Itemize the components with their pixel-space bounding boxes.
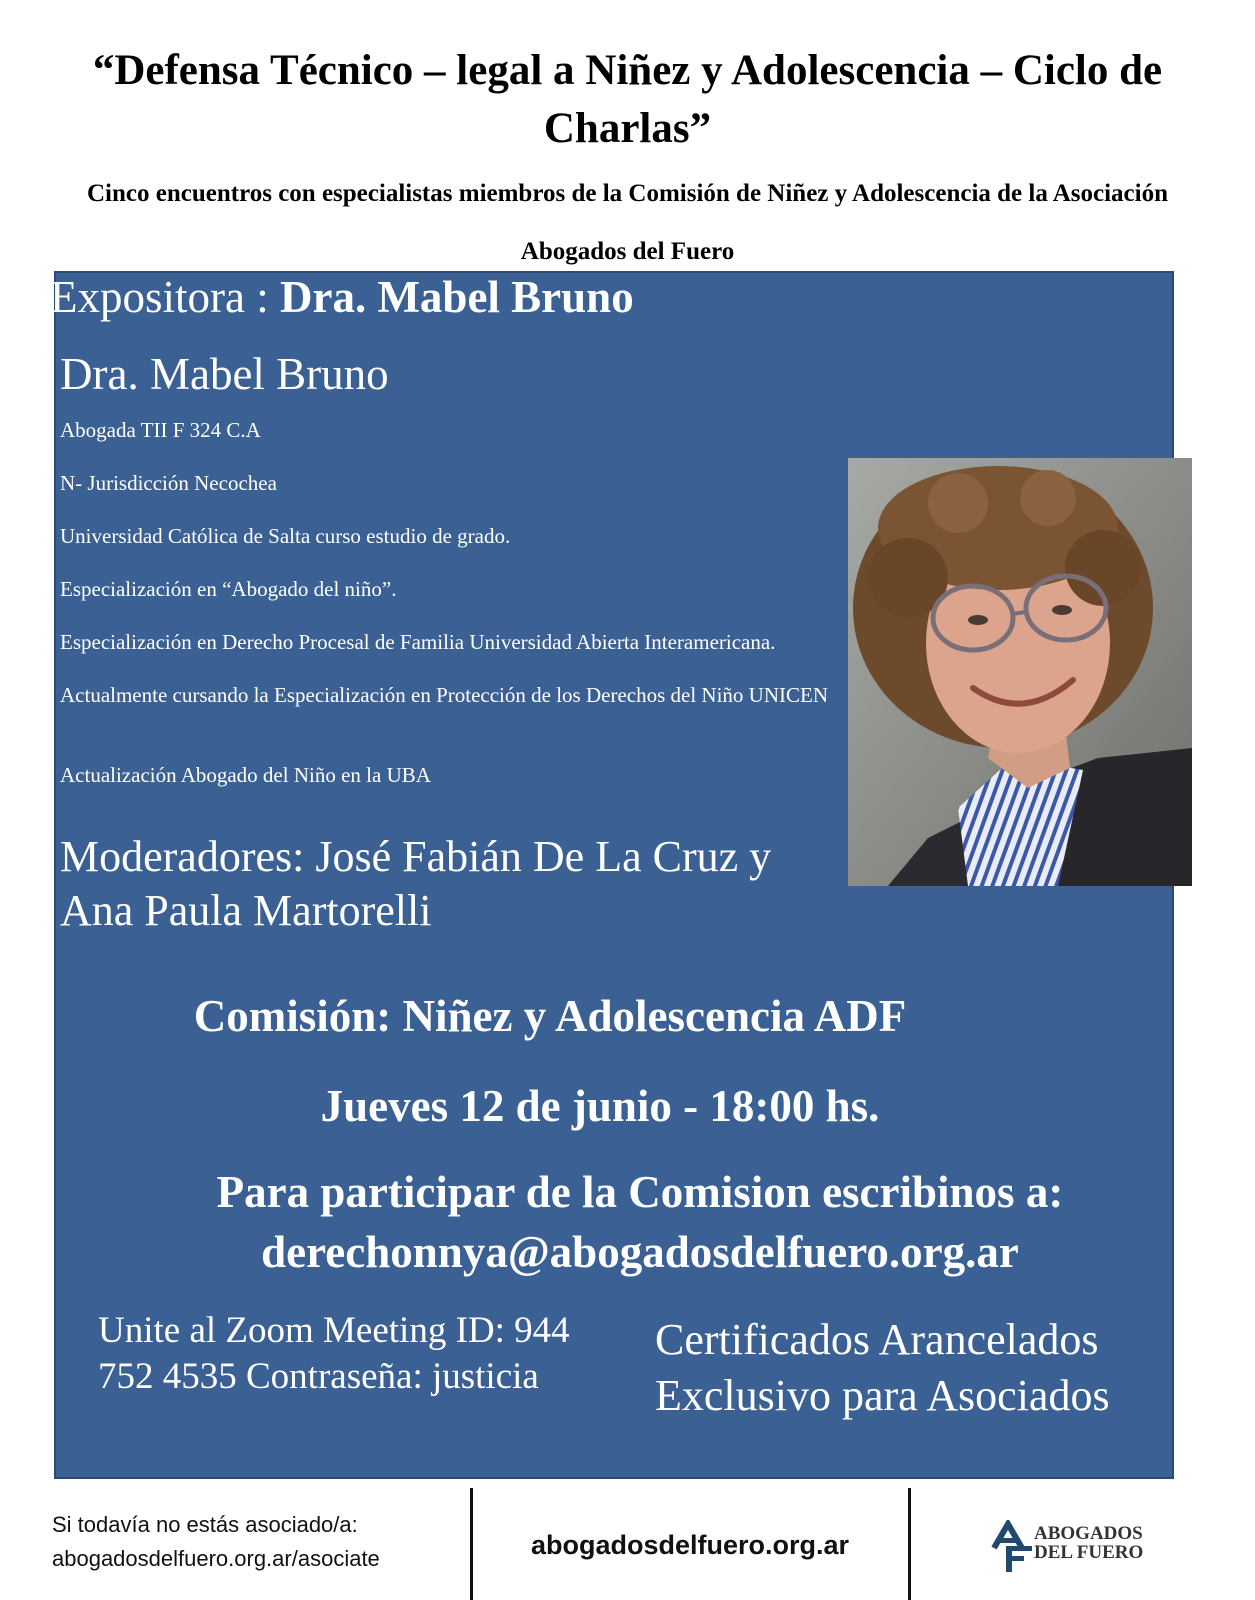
cv-item: Universidad Católica de Salta curso estudio de grado. bbox=[60, 524, 511, 548]
cv-item: Especialización en Derecho Procesal de Familia Universidad Abierta Interamericana. bbox=[60, 630, 776, 654]
speaker-photo bbox=[848, 458, 1192, 886]
adf-logo bbox=[990, 1520, 1180, 1576]
footer-join bbox=[52, 1508, 472, 1576]
event-date: Jueves 12 de junio - 18:00 hs. bbox=[320, 1081, 880, 1131]
speaker-name-bold: Dra. Mabel Bruno bbox=[279, 272, 634, 322]
footer-divider bbox=[470, 1488, 473, 1600]
participate-text: Para participar de la Comision escribinos a: bbox=[216, 1167, 1064, 1217]
footer-website-link[interactable]: abogadosdelfuero.org.ar bbox=[530, 1530, 850, 1560]
logo-line: ABOGADOS bbox=[1034, 1523, 1143, 1544]
cv-item: Actualmente cursando la Especialización en Protección de los Derechos del Niño UNICEN bbox=[60, 683, 828, 707]
adf-logo-text bbox=[1034, 1524, 1143, 1562]
adf-logo-icon bbox=[990, 1520, 1034, 1572]
moderators: Moderadores: José Fabián De La Cruz y Ana Paula Martorelli bbox=[60, 832, 772, 935]
logo-line: DEL FUERO bbox=[1034, 1542, 1144, 1563]
footer-join-text: Si todavía no estás asociado/a: bbox=[52, 1512, 358, 1537]
cv-item: Especialización en “Abogado del niño”. bbox=[60, 577, 397, 601]
certificates-note: Certificados Arancelados Exclusivo para Asociados bbox=[655, 1315, 1110, 1420]
speaker-label: Expositora : bbox=[50, 272, 280, 322]
footer-divider bbox=[908, 1488, 911, 1600]
cv-item: N- Jurisdicción Necochea bbox=[60, 471, 277, 495]
page-subtitle: Cinco encuentros con especialistas miembros de la Comisión de Niñez y Adolescencia de la Asociación Abogados del Fuero bbox=[87, 180, 1168, 265]
cv-item: Actualización Abogado del Niño en la UBA bbox=[60, 763, 431, 787]
speaker-name: Dra. Mabel Bruno bbox=[60, 349, 389, 399]
footer-join-link[interactable]: abogadosdelfuero.org.ar/asociate bbox=[52, 1546, 380, 1571]
zoom-info: Unite al Zoom Meeting ID: 944 752 4535 Contraseña: justicia bbox=[98, 1310, 570, 1397]
cv-item: Abogada TII F 324 C.A bbox=[60, 418, 261, 442]
speaker-heading bbox=[50, 270, 634, 324]
contact-email-link[interactable]: derechonnya@abogadosdelfuero.org.ar bbox=[261, 1227, 1019, 1277]
page-title: “Defensa Técnico – legal a Niñez y Adolescencia – Ciclo de Charlas” bbox=[92, 47, 1163, 152]
participate-info bbox=[140, 1162, 1140, 1282]
commission-title: Comisión: Niñez y Adolescencia ADF bbox=[193, 991, 907, 1041]
